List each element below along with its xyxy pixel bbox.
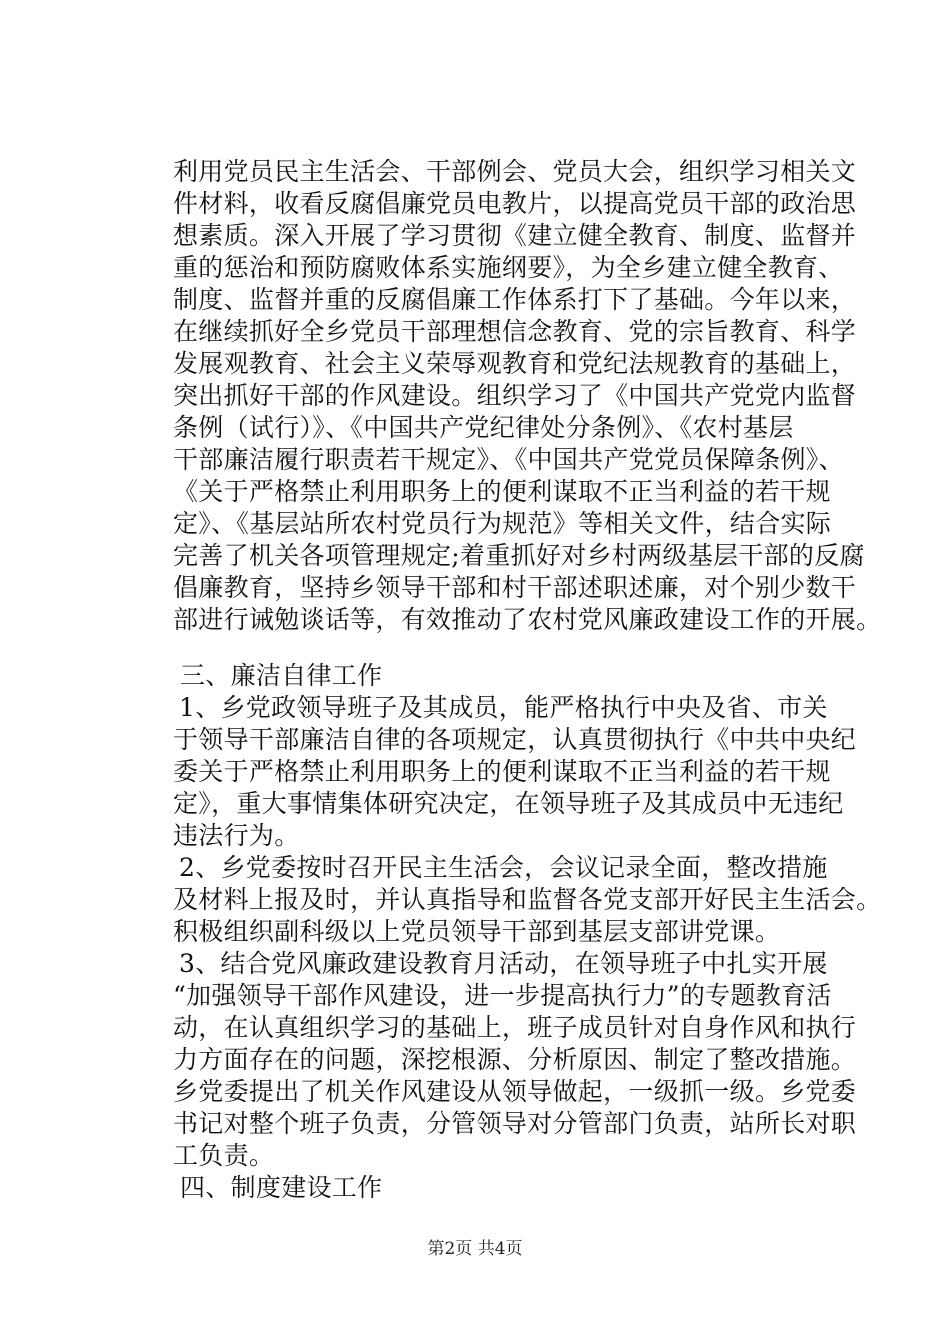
text-line: 力方面存在的问题，深挖根源、分析原因、制定了整改措施。	[173, 1045, 857, 1074]
text-line: 发展观教育、社会主义荣辱观教育和党纪法规教育的基础上，	[173, 349, 857, 378]
text-line: 委关于严格禁止利用职务上的便利谋取不正当利益的若干规	[173, 757, 831, 786]
text-line: 积极组织副科级以上党员领导干部到基层支部讲党课。	[173, 917, 781, 946]
text-line: 及材料上报及时，并认真指导和监督各党支部开好民主生活会。	[173, 885, 882, 914]
text-line: 条例（试行）》、《中国共产党纪律处分条例》、《农村基层	[173, 413, 794, 442]
text-line: 乡党委提出了机关作风建设从领导做起，一级抓一级。乡党委	[173, 1077, 857, 1106]
text-line: 在继续抓好全乡党员干部理想信念教育、党的宗旨教育、科学	[173, 317, 857, 346]
section-heading: 四、制度建设工作	[180, 1173, 383, 1202]
text-line: 重的惩治和预防腐败体系实施纲要》，为全乡建立健全教育、	[173, 253, 844, 282]
text-line: 定》、《基层站所农村党员行为规范》等相关文件，结合实际	[173, 509, 832, 538]
text-line: 2、乡党委按时召开民主生活会，会议记录全面，整改措施	[179, 853, 828, 882]
page-number: 第2页 共4页	[427, 1239, 523, 1259]
text-line: 工负责。	[173, 1141, 275, 1170]
text-line: 于领导干部廉洁自律的各项规定，认真贯彻执行《中共中央纪	[173, 725, 857, 754]
text-line: 倡廉教育，坚持乡领导干部和村干部述职述廉，对个别少数干	[173, 573, 857, 602]
section-heading: 三、廉洁自律工作	[180, 661, 383, 690]
text-line: 想素质。深入开展了学习贯彻《建立健全教育、制度、监督并	[173, 221, 857, 250]
text-line: 利用党员民主生活会、干部例会、党员大会，组织学习相关文	[173, 157, 857, 186]
text-line: 书记对整个班子负责，分管领导对分管部门负责，站所长对职	[173, 1109, 857, 1138]
text-line: 干部廉洁履行职责若干规定》、《中国共产党党员保障条例》、	[173, 445, 844, 474]
text-line: 《关于严格禁止利用职务上的便利谋取不正当利益的若干规	[173, 477, 831, 506]
text-line: 件材料，收看反腐倡廉党员电教片，以提高党员干部的政治思	[173, 189, 857, 218]
text-line: 违法行为。	[173, 821, 300, 850]
text-line: 部进行诫勉谈话等，有效推动了农村党风廉政建设工作的开展。	[173, 605, 882, 634]
text-line: 完善了机关各项管理规定;着重抓好对乡村两级基层干部的反腐	[173, 541, 865, 570]
text-line: “加强领导干部作风建设，进一步提高执行力”的专题教育活	[173, 981, 832, 1010]
text-line: 突出抓好干部的作风建设。组织学习了《中国共产党党内监督	[173, 381, 857, 410]
text-line: 3、结合党风廉政建设教育月活动，在领导班子中扎实开展	[179, 949, 828, 978]
text-line: 定》，重大事情集体研究决定，在领导班子及其成员中无违纪	[173, 789, 844, 818]
text-line: 1、乡党政领导班子及其成员，能严格执行中央及省、市关	[179, 693, 828, 722]
text-line: 制度、监督并重的反腐倡廉工作体系打下了基础。今年以来，	[173, 285, 857, 314]
text-line: 动，在认真组织学习的基础上，班子成员针对自身作风和执行	[173, 1013, 857, 1042]
